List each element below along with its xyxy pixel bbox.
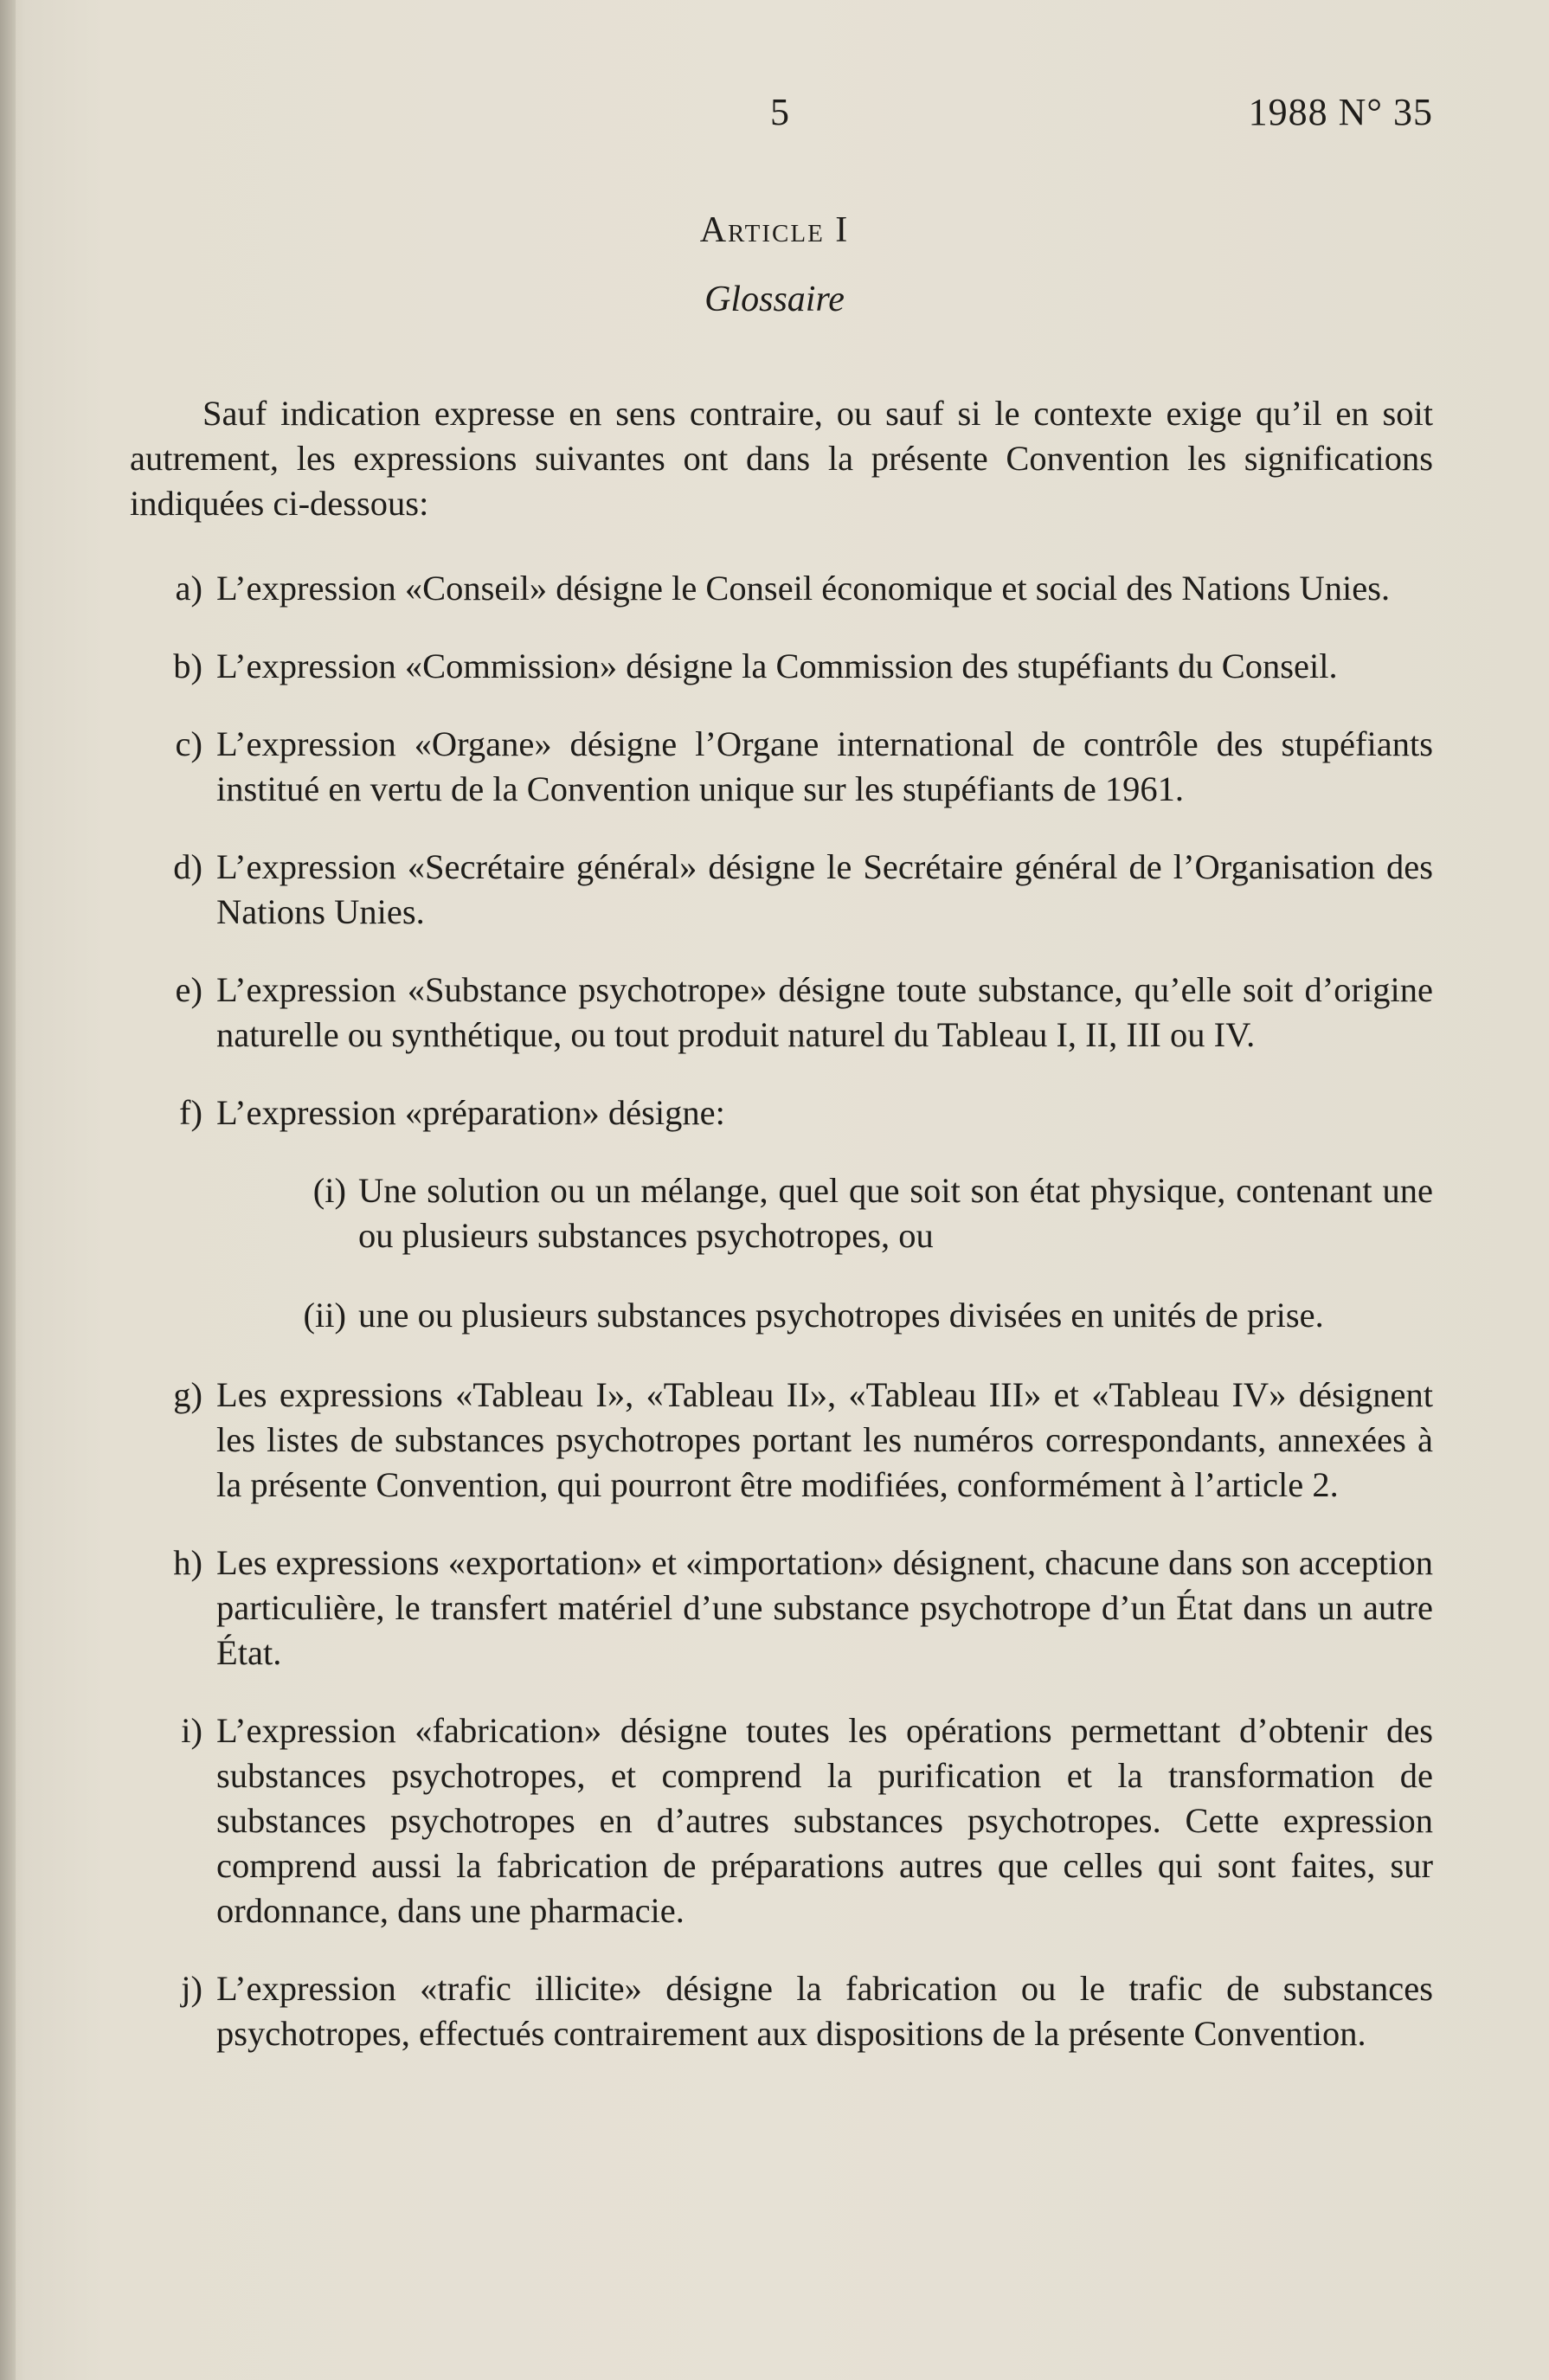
intro-paragraph: Sauf indication expresse en sens contraire, ou sauf si le contexte exige qu’il en soit autrement, les expressions suivantes ont dans la présente Convention les significations indiquées ci-dessous: [130,394,1433,523]
definition-letter: g) [173,1375,202,1414]
definition-letter: a) [175,569,202,608]
definition-text: L’expression «Secrétaire général» désigne le Secrétaire général de l’Organisation des Nations Unies. [216,847,1433,931]
article-body [130,391,1433,2089]
year-and-number: 1988 N° 35 [1248,91,1433,133]
subitem-text: Une solution ou un mélange, quel que soit son état physique, contenant une ou plusieurs substances psychotropes, ou [358,1171,1433,1255]
definition-text: L’expression «Commission» désigne la Commission des stupéfiants du Conseil. [216,646,1338,685]
definition-item [130,722,1433,812]
definition-text: L’expression «trafic illicite» désigne la fabrication ou le trafic de substances psychotropes, effectués contrairement aux dispositions de la présente Convention. [216,1969,1433,2053]
definition-text: L’expression «Conseil» désigne le Conseil économique et social des Nations Unies. [216,569,1391,608]
definition-letter: h) [173,1543,202,1582]
definition-item [130,1708,1433,1933]
definition-item [130,1090,1433,1135]
page-number: 5 [770,91,789,133]
definition-item [130,968,1433,1058]
article-subtitle: Glossaire [704,280,845,319]
definition-subitem [130,1168,1433,1258]
definition-letter: f) [179,1093,202,1132]
subitem-numeral: (ii) [303,1296,346,1335]
definition-letter: j) [181,1969,202,2008]
definition-item [130,845,1433,935]
definition-letter: c) [175,724,202,763]
definition-letter: e) [175,970,202,1009]
definition-subitem [130,1293,1433,1338]
definition-text: L’expression «préparation» désigne: [216,1093,725,1132]
definition-letter: d) [173,847,202,886]
definition-item [130,1966,1433,2056]
page-header [0,90,1549,142]
definition-text: L’expression «Substance psychotrope» désigne toute substance, qu’elle soit d’origine naturelle ou synthétique, ou tout produit naturel du Tableau I, II, III ou IV. [216,970,1433,1054]
subitem-numeral: (i) [312,1171,346,1210]
page-spine-shadow [0,0,16,2380]
definition-item [130,1541,1433,1676]
definition-text: Les expressions «exportation» et «importation» désignent, chacune dans son acception particulière, le transfert matériel d’une substance psychotrope d’un État dans un autre État. [216,1543,1433,1672]
definition-text: Les expressions «Tableau I», «Tableau II», «Tableau III» et «Tableau IV» désignent les listes de substances psychotropes portant les numéros correspondants, annexées à la présente Convention, qui pourront être modifiées, conformément à l’article 2. [216,1375,1433,1504]
definition-text: L’expression «fabrication» désigne toutes les opérations permettant d’obtenir des substances psychotropes, et comprend la purification et la transformation de substances psychotropes en d’autres substances psychotropes. Cette expression comprend aussi la fabrication de préparations autres que celles qui sont faites, sur ordonnance, dans une pharmacie. [216,1711,1433,1930]
definition-item [130,566,1433,611]
definition-letter: b) [173,646,202,685]
article-title: Article I [699,210,850,250]
definition-item [130,644,1433,689]
definition-letter: i) [181,1711,202,1750]
definition-item [130,1373,1433,1508]
definition-text: L’expression «Organe» désigne l’Organe international de contrôle des stupéfiants institué en vertu de la Convention unique sur les stupéfiants de 1961. [216,724,1433,808]
subitem-text: une ou plusieurs substances psychotropes divisées en unités de prise. [358,1296,1324,1335]
